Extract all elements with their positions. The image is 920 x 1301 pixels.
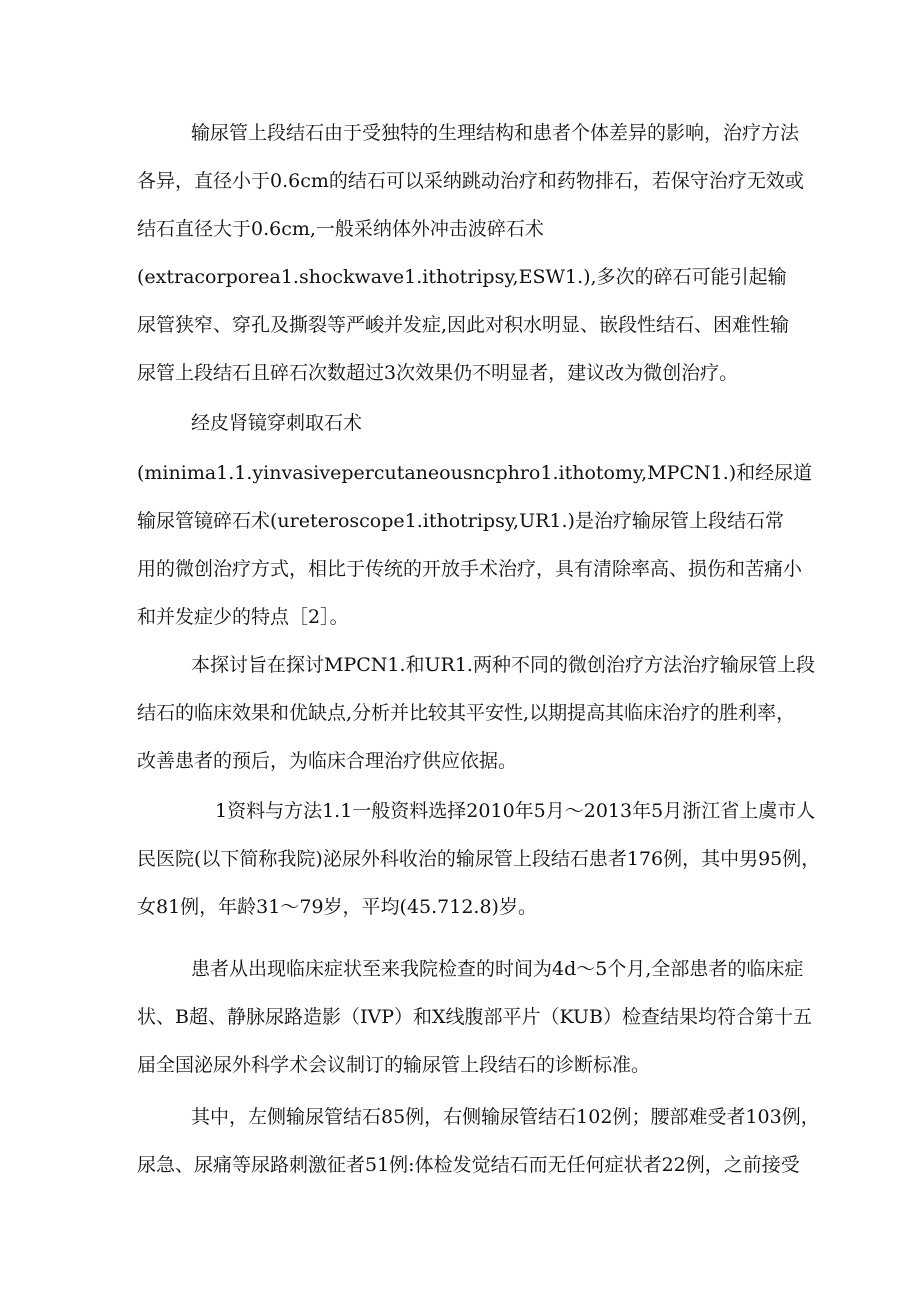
paragraph-line: 各异，直径小于0.6cm的结石可以采纳跳动治疗和药物排石，若保守治疗无效或 xyxy=(137,170,804,192)
paragraph-line: 状、B超、静脉尿路造影（IVP）和X线腹部平片（KUB）检查结果均符合第十五 xyxy=(137,1006,812,1028)
paragraph-line: 结石直径大于0.6cm,一般采纳体外冲击波碎石术 xyxy=(137,218,544,240)
paragraph-line: 届全国泌尿外科学术会议制订的输尿管上段结石的诊断标准。 xyxy=(137,1054,651,1076)
paragraph-line: 患者从出现临床症状至来我院检查的时间为4d～5个月,全部患者的临床症 xyxy=(191,958,804,980)
paragraph-line: 改善患者的预后，为临床合理治疗供应依据。 xyxy=(137,750,518,772)
paragraph-line: 其中，左侧输尿管结石85例，右侧输尿管结石102例；腰部难受者103例， xyxy=(191,1106,820,1128)
paragraph-line: (minima1.1.yinvasivepercutaneousncphro1.ithotomy,MPCN1.)和经尿道 xyxy=(137,462,813,484)
paragraph-line: 尿急、尿痛等尿路刺激征者51例:体检发觉结石而无任何症状者22例，之前接受 xyxy=(137,1154,800,1176)
paragraph-line: 本探讨旨在探讨MPCN1.和UR1.两种不同的微创治疗方法治疗输尿管上段 xyxy=(191,654,815,676)
paragraph-line: 结石的临床效果和优缺点,分析并比较其平安性,以期提高其临床治疗的胜利率， xyxy=(137,702,796,724)
paragraph-line: 经皮肾镜穿刺取石术 xyxy=(191,412,363,434)
paragraph-line: 女81例，年龄31～79岁，平均(45.712.8)岁。 xyxy=(137,896,537,918)
paragraph-line: (extracorporea1.shockwave1.ithotripsy,ESW1.),多次的碎石可能引起输 xyxy=(137,266,787,288)
paragraph-line: 1资料与方法1.1一般资料选择2010年5月～2013年5月浙江省上虞市人 xyxy=(215,800,816,822)
paragraph-line: 和并发症少的特点［2］。 xyxy=(137,606,349,628)
paragraph-line: 输尿管上段结石由于受独特的生理结构和患者个体差异的影响，治疗方法 xyxy=(191,122,800,144)
paragraph-line: 尿管狭窄、穿孔及撕裂等严峻并发症,因此对积水明显、嵌段性结石、困难性输 xyxy=(137,314,790,336)
paragraph-line: 用的微创治疗方式，相比于传统的开放手术治疗，具有清除率高、损伤和苦痛小 xyxy=(137,558,803,580)
paragraph-line: 输尿管镜碎石术(ureteroscope1.ithotripsy,UR1.)是治疗输尿管上段结石常 xyxy=(137,510,784,532)
paragraph-line: 民医院(以下简称我院)泌尿外科收治的输尿管上段结石患者176例，其中男95例， xyxy=(137,848,821,870)
paragraph-line: 尿管上段结石且碎石次数超过3次效果仍不明显者，建议改为微创治疗。 xyxy=(137,362,739,384)
